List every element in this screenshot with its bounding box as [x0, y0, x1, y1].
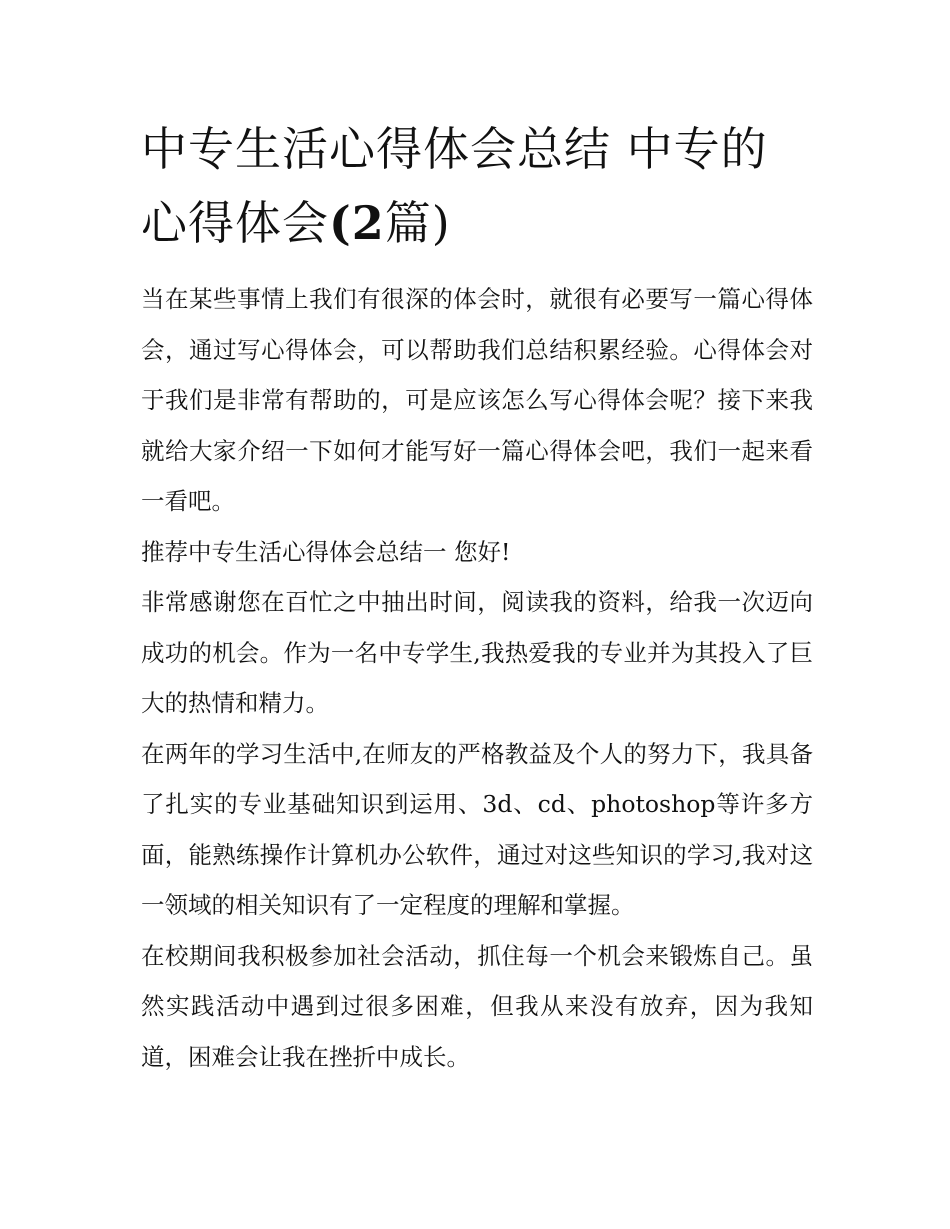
paragraph-intro: 当在某些事情上我们有很深的体会时，就很有必要写一篇心得体会，通过写心得体会，可以帮助我们总结积累经验。心得体会对于我们是非常有帮助的，可是应该怎么写心得体会呢？接下来我就给大家介绍一下如何才能写好一篇心得体会吧，我们一起来看一看吧。 — [141, 285, 813, 515]
paragraph-study: 在两年的学习生活中,在师友的严格教益及个人的努力下，我具备了扎实的专业基础知识到运用、3d、cd、photoshop等许多方面，能熟练操作计算机办公软件，通过对这些知识的学习,我对这一领域的相关知识有了一定程度的理解和掌握。 — [141, 739, 813, 919]
paragraph-activities: 在校期间我积极参加社会活动，抓住每一个机会来锻炼自己。虽然实践活动中遇到过很多困难，但我从来没有放弃，因为我知道，困难会让我在挫折中成长。 — [141, 941, 813, 1071]
page-title: 中专生活心得体会总结 中专的心得体会(2篇) — [141, 122, 768, 250]
paragraph-recommend-heading: 推荐中专生活心得体会总结一 您好! — [141, 537, 511, 566]
document-body — [141, 274, 813, 1082]
title-number: (2 — [329, 196, 385, 250]
document-page — [141, 112, 813, 1082]
paragraph-thanks: 非常感谢您在百忙之中抽出时间，阅读我的资料，给我一次迈向成功的机会。作为一名中专学生,我热爱我的专业并为其投入了巨大的热情和精力。 — [141, 588, 813, 717]
